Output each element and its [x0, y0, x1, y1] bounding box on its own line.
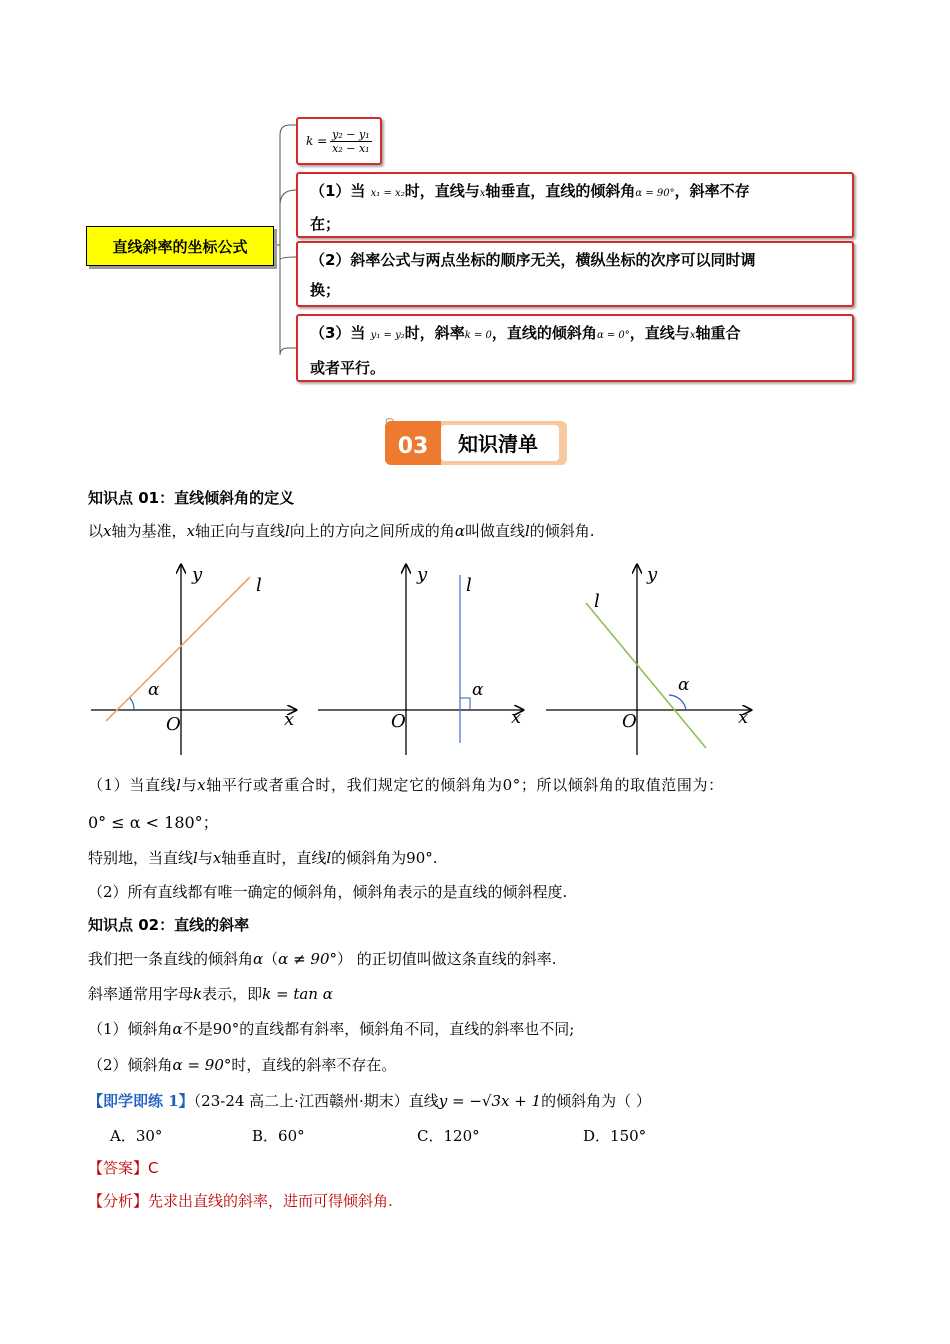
kp1-range: 0° ≤ α < 180°； — [88, 813, 219, 832]
kp2-p2-t2: 表示，即 — [202, 985, 263, 1003]
badge-number: 03 — [397, 434, 429, 459]
kp1-def-v1: x — [103, 522, 112, 540]
kp1-item1-v1: l — [176, 776, 182, 794]
kp2-p2-v1: k — [193, 985, 203, 1003]
exercise-tag: 【即学即练 1】 — [88, 1092, 194, 1110]
analysis-text: 先求出直线的斜率，进而可得倾斜角. — [148, 1192, 393, 1210]
kp1-special — [88, 848, 438, 868]
figure-right-angle — [318, 564, 523, 755]
kp1-def-v2: x — [186, 522, 195, 540]
case1-mid1: 时，直线与 — [404, 182, 480, 200]
kp2-p4 — [88, 1055, 396, 1075]
mindmap-root — [86, 226, 274, 266]
kp2-p3-t1: （1）倾斜角 — [88, 1020, 173, 1038]
section-badge — [385, 417, 567, 465]
kp1-special-t1: 特别地，当直线 — [88, 849, 194, 867]
kp2-p2-v2: k = tan α — [262, 985, 333, 1003]
kp2-p1-t1: 我们把一条直线的倾斜角 — [88, 950, 254, 968]
kp2-title: 知识点 02：直线的斜率 — [88, 916, 250, 934]
formula-lhs: k = — [306, 134, 328, 148]
case3-mid3: ，直线与 — [629, 324, 690, 342]
option-b[interactable]: B．60° — [252, 1127, 305, 1145]
answer-tag: 【答案】 — [88, 1159, 149, 1177]
case1-math2: x — [479, 188, 486, 199]
fig2-x-label: x — [511, 707, 522, 728]
kp1-definition — [88, 521, 595, 541]
fig2-l-label: l — [466, 575, 472, 596]
kp1-def-v4: α — [454, 522, 465, 540]
kp2-p1-v1: α — [253, 950, 264, 968]
option-c[interactable]: C．120° — [417, 1127, 480, 1145]
case1-mid2: 轴垂直，直线的倾斜角 — [485, 182, 636, 200]
case2-line2: 换； — [310, 281, 341, 299]
analysis-tag: 【分析】 — [88, 1192, 149, 1210]
option-d[interactable]: D．150° — [583, 1127, 647, 1145]
kp1-item1-t3: 轴平行或者重合时，我们规定它的倾斜角为 — [206, 776, 503, 794]
kp2-p4-v1: α = 90° — [172, 1056, 232, 1074]
case3-suffix: 轴重合 — [695, 324, 741, 342]
case3-math1: y₁ = y₂ — [370, 330, 405, 341]
kp1-item1-t4: ；所以倾斜角的取值范围为： — [520, 776, 724, 794]
kp1-def-v5: l — [524, 522, 530, 540]
kp1-item1 — [88, 775, 724, 795]
fig1-origin: O — [166, 714, 181, 735]
fig1-l-label: l — [256, 575, 262, 596]
fig3-y-label: y — [647, 564, 658, 585]
kp1-def-t3: 轴正向与直线 — [194, 522, 285, 540]
kp1-item1-t2: 与 — [181, 776, 198, 794]
kp1-item1-v2: x — [197, 776, 207, 794]
case1-line2: 在； — [310, 215, 341, 233]
case2-box — [296, 241, 854, 307]
kp1-title: 知识点 01：直线倾斜角的定义 — [88, 489, 295, 507]
fig1-alpha: α — [148, 680, 160, 700]
option-a[interactable]: A．30° — [110, 1127, 163, 1145]
fig2-alpha: α — [472, 680, 484, 700]
exercise-equation: y = −√3x + 1 — [438, 1092, 542, 1110]
kp1-item1-t1: （1）当直线 — [88, 776, 177, 794]
kp2-p3 — [88, 1019, 574, 1039]
fig3-x-label: x — [738, 707, 749, 728]
kp1-def-t6: 的倾斜角. — [529, 522, 595, 540]
fig1-y-label: y — [192, 564, 203, 585]
formula-numerator: y₂ − y₁ — [332, 127, 370, 141]
analysis-line — [88, 1191, 393, 1211]
fig2-origin: O — [391, 711, 406, 732]
case1-math3: α = 90° — [635, 188, 675, 199]
kp1-item2: （2）所有直线都有唯一确定的倾斜角，倾斜角表示的是直线的倾斜程度. — [88, 883, 568, 901]
kp1-special-v2: x — [212, 849, 222, 867]
slope-formula-box — [296, 117, 382, 165]
case3-mid1: 时，斜率 — [404, 324, 465, 342]
kp1-special-t4: 的倾斜角为 — [331, 849, 407, 867]
fig2-y-label: y — [417, 564, 428, 585]
kp1-item1-v3: 0° — [502, 776, 521, 794]
kp2-p4-t2: 时，直线的斜率不存在。 — [231, 1056, 397, 1074]
line-l-1 — [106, 577, 250, 721]
kp1-special-v3: l — [326, 849, 332, 867]
kp2-p1 — [88, 949, 557, 969]
case2-line1: （2）斜率公式与两点坐标的顺序无关，横纵坐标的次序可以同时调 — [310, 251, 756, 269]
case3-line1 — [310, 316, 840, 353]
kp1-special-v4: 90° — [406, 849, 433, 867]
case1-suffix: ，斜率不存 — [674, 182, 750, 200]
kp2-p3-v2: 90° — [212, 1020, 240, 1038]
figure-acute-angle — [91, 564, 296, 755]
kp1-def-t2: 轴为基准， — [111, 522, 187, 540]
kp2-p2 — [88, 984, 333, 1004]
case3-math2: k = 0 — [464, 330, 492, 341]
case1-line1 — [310, 174, 840, 211]
case1-box — [296, 172, 854, 238]
case3-mid2: ，直线的倾斜角 — [491, 324, 597, 342]
kp2-p3-t3: 的直线都有斜率，倾斜角不同，直线的斜率也不同; — [239, 1020, 575, 1038]
kp2-p1-t3: ） 的正切值叫做这条直线的斜率. — [337, 950, 557, 968]
answer-line — [88, 1158, 159, 1178]
kp1-def-t4: 向上的方向之间所成的角 — [289, 522, 455, 540]
kp1-special-t2: 与 — [197, 849, 213, 867]
kp1-special-t3: 轴垂直时，直线 — [221, 849, 327, 867]
inclination-figures — [86, 555, 766, 760]
fig3-alpha: α — [678, 675, 690, 695]
kp2-p4-t1: （2）倾斜角 — [88, 1056, 173, 1074]
fig1-x-label: x — [284, 709, 295, 730]
case1-prefix: （1）当 — [310, 182, 366, 200]
kp1-def-v3: l — [284, 522, 290, 540]
exercise-tail: 的倾斜角为（ ） — [541, 1092, 651, 1110]
mindmap-root-label: 直线斜率的坐标公式 — [112, 237, 248, 256]
case3-math4: x — [689, 330, 696, 341]
case1-math1: x₁ = x₂ — [370, 188, 405, 199]
kp1-def-t1: 以 — [88, 522, 104, 540]
badge-label: 知识清单 — [458, 432, 538, 456]
kp2-p1-v2: α ≠ 90° — [278, 950, 337, 968]
kp2-p3-t2: 不是 — [182, 1020, 213, 1038]
figure-obtuse-angle — [546, 564, 751, 755]
answer-value: C — [148, 1159, 159, 1177]
case3-line2: 或者平行。 — [310, 359, 386, 377]
fig3-l-label: l — [594, 591, 600, 612]
kp1-def-t5: 叫做直线 — [464, 522, 525, 540]
case3-box — [296, 314, 854, 382]
kp1-special-v1: l — [193, 849, 198, 867]
kp2-p2-t1: 斜率通常用字母 — [88, 985, 194, 1003]
kp1-special-t5: . — [432, 849, 438, 867]
exercise-question — [88, 1091, 651, 1111]
kp2-p1-t2: （ — [263, 950, 279, 968]
formula-denominator: x₂ − x₁ — [332, 141, 370, 155]
fig3-origin: O — [622, 711, 637, 732]
case3-math3: α = 0° — [596, 330, 630, 341]
kp2-p3-v1: α — [172, 1020, 183, 1038]
case3-prefix: （3）当 — [310, 324, 366, 342]
formula-fraction — [330, 128, 371, 155]
exercise-source: （23-24 高二上·江西赣州·期末）直线 — [193, 1092, 439, 1110]
